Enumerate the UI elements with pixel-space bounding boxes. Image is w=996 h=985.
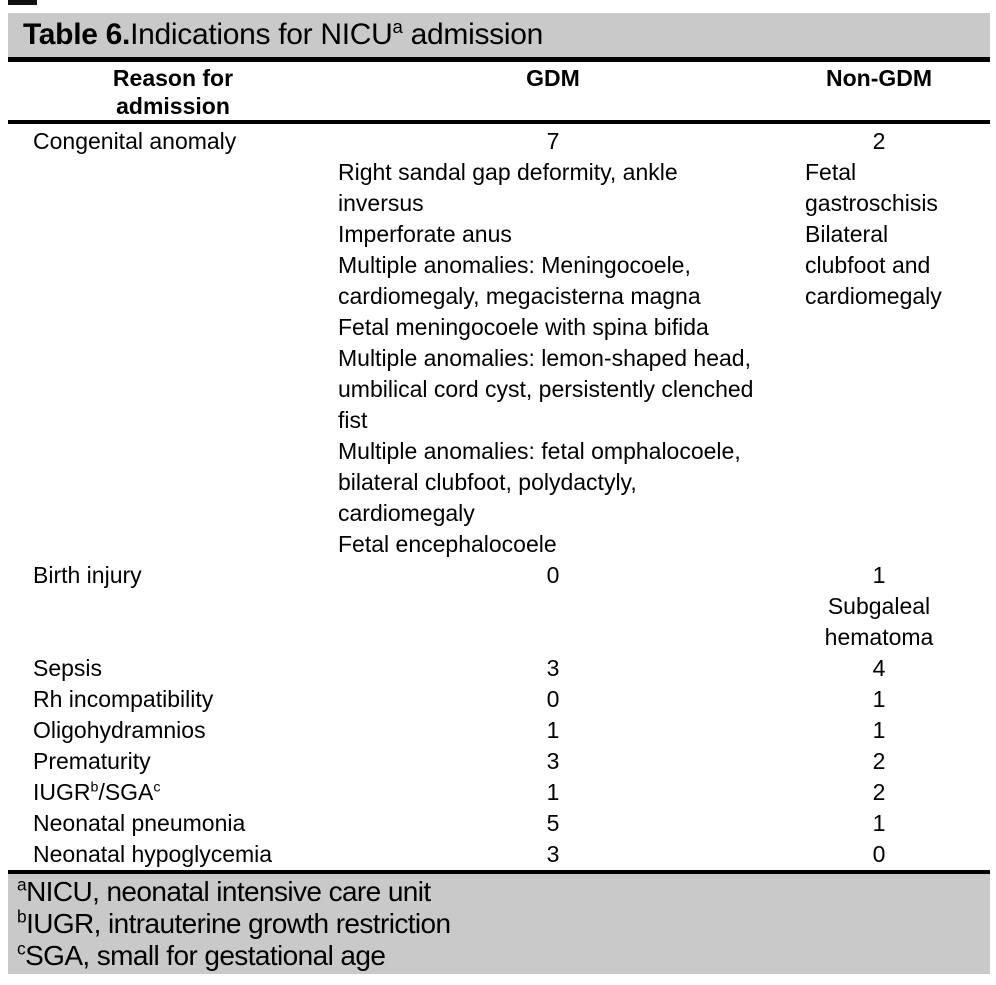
gdm-cell [338,126,768,560]
text-segment: Congenital anomaly [33,128,237,154]
footnote-text: SGA, small for gestational age [25,940,386,971]
count-value: 0 [546,562,560,588]
gdm-cell [338,560,768,591]
text-segment: Neonatal pneumonia [33,810,246,836]
text-segment: IUGR [33,779,91,805]
table-row [8,653,990,684]
table-row [8,777,990,808]
detail-list [805,157,967,312]
footnote [17,908,990,940]
reason-cell [8,839,338,870]
column-header-reason: Reason for admission [112,65,234,119]
text-segment: Sepsis [33,655,103,681]
count-value: 7 [546,128,560,154]
count-value: 2 [872,748,886,774]
gdm-cell [338,684,768,715]
table-title-text [130,18,543,52]
detail-line: Fetal meningocoele with spina bifida [338,314,709,340]
table-title-number: Table 6. [23,18,131,51]
detail-line: Multiple anomalies: Meningocoele, cardiomegaly, megacisterna magna [338,252,701,309]
count-value: 2 [872,779,886,805]
footnote-text: IUGR, intrauterine growth restriction [26,908,451,939]
non-gdm-cell [768,653,990,684]
table-row [8,560,990,653]
non-gdm-cell [768,126,990,312]
table-sheet [8,0,990,974]
detail-line: Fetal encephalocoele [338,531,557,557]
reason-cell [8,777,338,808]
count-value: 3 [546,748,560,774]
reason-cell [8,560,338,591]
reason-cell [8,715,338,746]
text-segment: admission [402,18,543,51]
footnote-marker: b [17,906,27,927]
column-header-gdm: GDM [526,65,580,91]
footnotes-band [8,874,990,974]
gdm-cell [338,746,768,777]
superscript-marker: b [90,779,99,796]
table-row [8,808,990,839]
count-value: 3 [546,841,560,867]
count-value: 0 [546,686,560,712]
gdm-cell [338,777,768,808]
detail-list [338,157,758,560]
table-row [8,126,990,560]
text-segment: Oligohydramnios [33,717,206,743]
scan-artifact [8,0,37,5]
table-row [8,684,990,715]
footnote-marker: a [17,874,27,895]
table-row [8,839,990,870]
footnote-marker: c [17,938,26,959]
non-gdm-cell [768,777,990,808]
non-gdm-cell [768,715,990,746]
non-gdm-cell [768,808,990,839]
text-segment: Indications for NICU [130,18,393,51]
count-value: 3 [546,655,560,681]
non-gdm-cell [768,684,990,715]
gdm-cell [338,653,768,684]
count-value: 1 [872,717,886,743]
count-value: 1 [872,562,886,588]
reason-cell [8,808,338,839]
detail-list [798,591,960,653]
text-segment: /SGA [98,779,154,805]
reason-cell [8,126,338,157]
superscript-marker: a [392,16,403,37]
detail-line: Right sandal gap deformity, ankle inversus [338,159,678,216]
count-value: 5 [546,810,560,836]
column-header-non-gdm: Non-GDM [825,65,933,91]
detail-line: Imperforate anus [338,221,512,247]
count-value: 4 [872,655,886,681]
count-value: 1 [546,779,560,805]
count-value: 2 [872,128,886,154]
text-segment: Neonatal hypoglycemia [33,841,273,867]
count-value: 1 [872,686,886,712]
detail-line: Multiple anomalies: lemon-shaped head, umbilical cord cyst, persistently clenched fist [338,345,754,433]
reason-cell [8,684,338,715]
text-segment: Rh incompatibility [33,686,214,712]
footnote-text: NICU, neonatal intensive care unit [26,876,431,907]
count-value: 1 [872,810,886,836]
table-header-row [8,62,990,120]
count-value: 0 [872,841,886,867]
table-body [8,124,990,870]
detail-line: Subgaleal hematoma [824,593,934,650]
table-row [8,746,990,777]
table-title-band [8,13,990,57]
gdm-cell [338,808,768,839]
detail-line: Fetal gastroschisis [805,159,938,216]
text-segment: Prematurity [33,748,151,774]
count-value: 1 [546,717,560,743]
reason-cell [8,653,338,684]
table-row [8,715,990,746]
gdm-cell [338,839,768,870]
detail-line: Multiple anomalies: fetal omphalocoele, bilateral clubfoot, polydactyly, cardiomegaly [338,438,741,526]
non-gdm-cell [768,560,990,653]
non-gdm-cell [768,839,990,870]
footnote [17,876,990,908]
detail-line: Bilateral clubfoot and cardiomegaly [805,221,942,309]
reason-cell [8,746,338,777]
gdm-cell [338,715,768,746]
footnote [17,940,990,972]
superscript-marker: c [153,779,161,796]
non-gdm-cell [768,746,990,777]
text-segment: Birth injury [33,562,142,588]
